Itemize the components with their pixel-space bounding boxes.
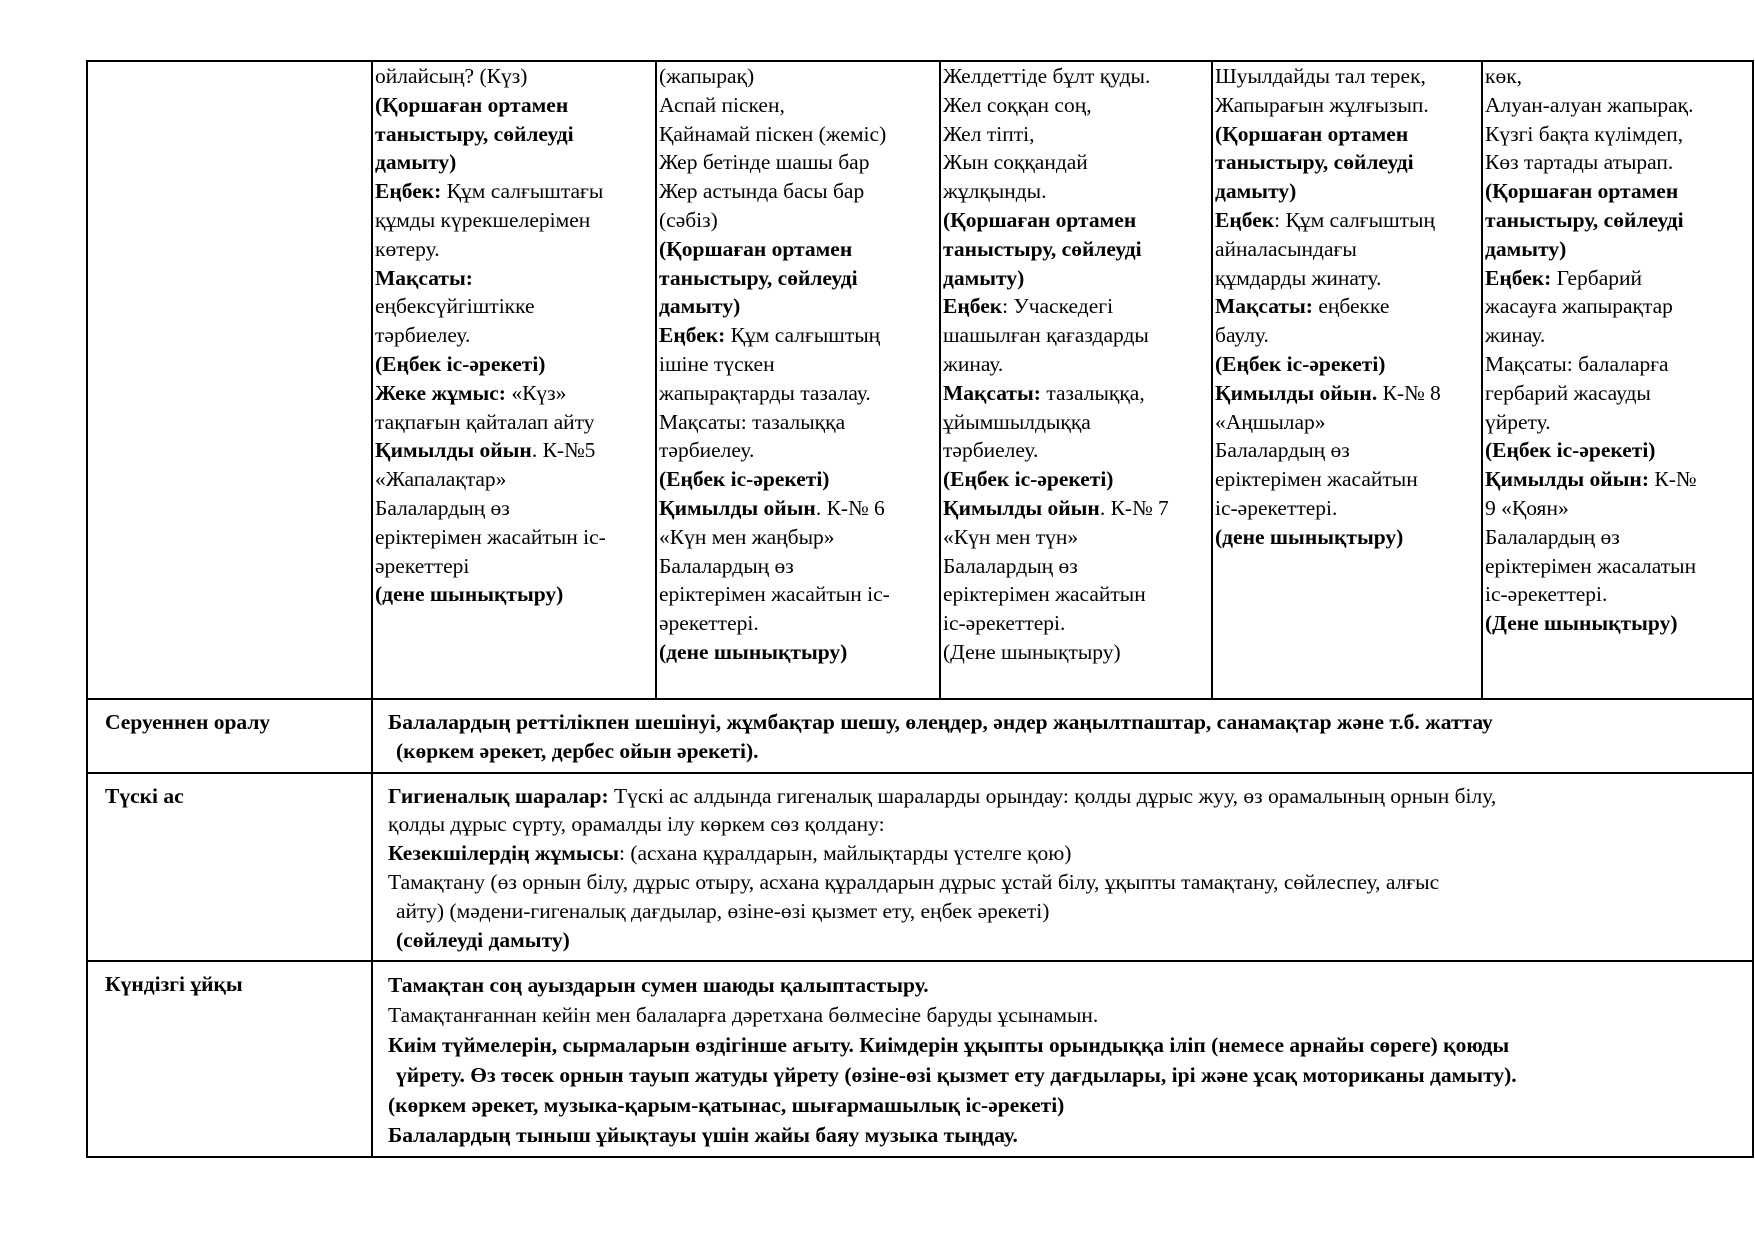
- line-text: жинау.: [943, 351, 1004, 376]
- day-cell-line: [657, 148, 939, 177]
- line-text: Жер астында басы бар: [659, 179, 865, 204]
- line-text: Көз тартады атырап.: [1485, 150, 1674, 175]
- day-cell-line: [1213, 436, 1481, 465]
- day-cell-line: [1483, 235, 1752, 264]
- day-cell-line: [941, 638, 1211, 667]
- line-text: К-№: [1648, 467, 1697, 492]
- lunch-line-3: [388, 839, 1752, 868]
- day-cell-line: [941, 494, 1211, 523]
- day-cell-line: [1483, 580, 1752, 609]
- line-text: таныстыру, сөйлеуді: [375, 121, 574, 146]
- line-text: жинау.: [1485, 323, 1546, 348]
- line-text: таныстыру, сөйлеуді: [1485, 207, 1684, 232]
- day-cell-line: [373, 408, 655, 437]
- line-bold-prefix: Еңбек:: [1485, 265, 1552, 290]
- day-cell-line: [941, 465, 1211, 494]
- day-cell-line: [941, 120, 1211, 149]
- day-cell-line: [1483, 148, 1752, 177]
- day-cell-line: [657, 91, 939, 120]
- day-cell-line: [373, 292, 655, 321]
- day-cell-line: [941, 62, 1211, 91]
- line-text: таныстыру, сөйлеуді: [943, 236, 1142, 261]
- day-cell-line: [1483, 436, 1752, 465]
- line-text: Алуан-алуан жапырақ.: [1485, 92, 1694, 117]
- day-cell-line: [941, 177, 1211, 206]
- day-cell-line: [1483, 408, 1752, 437]
- return-content: [372, 699, 1753, 773]
- line-text: іс-әрекеттері.: [1485, 582, 1608, 607]
- sleep-line-2: Тамақтанғаннан кейін мен балаларға дәретхана бөлмесіне баруды ұсынамын.: [388, 1003, 1099, 1028]
- line-text: «Күн мен жаңбыр»: [659, 524, 835, 549]
- day-cell-line: [373, 580, 655, 609]
- day-cell-line: [1483, 91, 1752, 120]
- line-text: 9 «Қоян»: [1485, 495, 1569, 520]
- line-text: гербарий жасауды: [1485, 380, 1651, 405]
- line-text: Желдеттіде бұлт қуды.: [943, 64, 1151, 88]
- line-bold-prefix: Мақсаты:: [943, 380, 1041, 405]
- day-cell-line: [373, 120, 655, 149]
- day-cell-line: [1483, 609, 1752, 638]
- line-text: еңбекке: [1312, 294, 1390, 319]
- day-cell-line: [373, 235, 655, 264]
- day-cell-line: [1213, 350, 1481, 379]
- day-cell-line: [1213, 62, 1481, 91]
- day-cell-line: [1213, 206, 1481, 235]
- day-cell-line: [941, 580, 1211, 609]
- day-cell-line: [941, 350, 1211, 379]
- day-cell-line: [373, 264, 655, 293]
- line-text: (Дене шынықтыру): [1485, 611, 1678, 636]
- line-text: еріктерімен жасайтын іс-: [659, 582, 890, 607]
- line-text: (Еңбек іс-әрекеті): [659, 467, 830, 492]
- day-cell-1: [372, 61, 656, 699]
- day-cell-line: [941, 321, 1211, 350]
- line-text: Мақсаты:: [375, 265, 473, 290]
- day-cell-line: [657, 321, 939, 350]
- line-text: . К-№ 6: [815, 495, 885, 520]
- line-text: жапырақтарды тазалау.: [659, 380, 871, 405]
- sleep-line-5: (көркем әрекет, музыка-қарым-қатынас, шығармашылық іс-әрекеті): [388, 1093, 1065, 1118]
- line-text: «Жапалақтар»: [375, 467, 507, 492]
- line-bold-prefix: Еңбек: [943, 294, 1003, 319]
- line-text: (Қоршаған ортамен: [375, 92, 569, 117]
- day-cell-line: [657, 350, 939, 379]
- day-cell-line: [1213, 120, 1481, 149]
- day-cell-line: [373, 436, 655, 465]
- lunch-line-6: (сөйлеуді дамыту): [396, 927, 570, 952]
- day-cell-line: [657, 552, 939, 581]
- return-line-2: (көркем әрекет, дербес ойын әрекеті).: [396, 738, 759, 763]
- line-text: құмдарды жинату.: [1215, 265, 1382, 290]
- day-cell-line: [373, 91, 655, 120]
- day-cell-line: [1213, 235, 1481, 264]
- line-text: Құм салғыштағы: [441, 179, 604, 204]
- day-cell-line: [657, 235, 939, 264]
- sleep-line-1: Тамақтан соң ауыздарын сумен шаюды қалыптастыру.: [388, 973, 929, 998]
- line-text: (Қоршаған ортамен: [943, 207, 1137, 232]
- line-text: Балалардың өз: [375, 495, 510, 520]
- line-text: таныстыру, сөйлеуді: [1215, 150, 1414, 175]
- line-text: : Учаскедегі: [1002, 294, 1114, 319]
- line-text: еріктерімен жасалатын: [1485, 553, 1697, 578]
- line-text: дамыту): [659, 294, 741, 319]
- line-text: тәрбиелеу.: [943, 438, 1039, 463]
- day-cell-line: [373, 62, 655, 91]
- line-text: еңбексүйгіштікке: [375, 294, 535, 319]
- day-cell-line: [657, 206, 939, 235]
- day-cell-line: [373, 148, 655, 177]
- line-text: (Еңбек іс-әрекеті): [1215, 351, 1386, 376]
- day-cell-2: [656, 61, 940, 699]
- line-bold-prefix: Қимылды ойын.: [1215, 380, 1378, 405]
- line-text: еріктерімен жасайтын іс-: [375, 524, 606, 549]
- line-text: Жер бетінде шашы бар: [659, 150, 870, 175]
- line-text: (Қоршаған ортамен: [1485, 179, 1679, 204]
- day-cell-line: [373, 465, 655, 494]
- line-text: Мақсаты: балаларға: [1485, 351, 1669, 376]
- day-cell-line: [373, 494, 655, 523]
- lunch-content: [372, 773, 1753, 962]
- day-cell-line: [941, 379, 1211, 408]
- line-text: Балалардың өз: [943, 553, 1078, 578]
- day-cell-line: [373, 350, 655, 379]
- line-bold-prefix: Еңбек:: [375, 179, 442, 204]
- day-cell-line: [657, 264, 939, 293]
- day-cell-line: [373, 177, 655, 206]
- line-text: Шуылдайды тал терек,: [1215, 64, 1426, 88]
- day-cell-line: [941, 91, 1211, 120]
- sleep-line-6: Балалардың тыныш ұйықтауы үшін жайы баяу музыка тыңдау.: [388, 1123, 1018, 1148]
- lunch-line-5: айту) (мәдени-гигеналық дағдылар, өзіне-өзі қызмет ету, еңбек әрекеті): [396, 898, 1050, 923]
- schedule-sheet: [86, 60, 1740, 1158]
- day-cell-line: [373, 552, 655, 581]
- row-label-sleep: Күндізгі ұйқы: [87, 961, 372, 1157]
- line-text: Аспай піскен,: [659, 92, 785, 117]
- line-text: (Еңбек іс-әрекеті): [1485, 438, 1656, 463]
- day-cell-line: [1213, 465, 1481, 494]
- row-label-return: Серуеннен оралу: [87, 699, 372, 773]
- line-text: (дене шынықтыру): [659, 639, 848, 664]
- line-bold-prefix: Мақсаты:: [1215, 294, 1313, 319]
- day-cell-line: [1483, 62, 1752, 91]
- line-text: айналасындағы: [1215, 236, 1357, 261]
- return-line-1: Балалардың реттілікпен шешінуі, жұмбақтар шешу, өлеңдер, әндер жаңылтпаштар, санамақтар және т.б. жаттау: [388, 710, 1493, 734]
- line-bold-prefix: Қимылды ойын: [375, 438, 532, 463]
- line-text: Жын соққандай: [943, 150, 1088, 175]
- line-text: (Қоршаған ортамен: [1215, 121, 1409, 146]
- line-text: Балалардың өз: [659, 553, 794, 578]
- lunch-line-1: [388, 782, 1752, 811]
- day-cell-line: [373, 523, 655, 552]
- line-text: ішіне түскен: [659, 351, 775, 376]
- line-bold-prefix: Еңбек: [1215, 207, 1275, 232]
- day-cell-line: [657, 292, 939, 321]
- line-text: Балалардың өз: [1485, 524, 1620, 549]
- day-cell-line: [1483, 379, 1752, 408]
- lunch-row: [87, 773, 1753, 962]
- walk-activities-row: [87, 61, 1753, 699]
- line-text: тәрбиелеу.: [659, 438, 755, 463]
- line-text: тазалыққа,: [1040, 380, 1145, 405]
- line-text: (Дене шынықтыру): [943, 639, 1121, 664]
- line-text: әрекеттері.: [659, 611, 759, 636]
- day-cell-line: [1213, 379, 1481, 408]
- day-cell-line: [1213, 321, 1481, 350]
- line-text: Жел тіпті,: [943, 121, 1035, 146]
- day-cell-line: [1213, 148, 1481, 177]
- day-cell-line: [1483, 120, 1752, 149]
- line-text: (Еңбек іс-әрекеті): [943, 467, 1114, 492]
- line-text: Құм салғыштың: [725, 323, 881, 348]
- line-bold-prefix: Жеке жұмыс:: [375, 380, 506, 405]
- day-cell-line: [373, 206, 655, 235]
- day-cell-line: [657, 523, 939, 552]
- day-cell-line: [1213, 177, 1481, 206]
- line-text: жұлқынды.: [943, 179, 1047, 204]
- line-text: «Күз»: [505, 380, 567, 405]
- day-cell-line: [941, 148, 1211, 177]
- day-cell-line: [657, 379, 939, 408]
- line-text: еріктерімен жасайтын: [1215, 467, 1418, 492]
- day-cell-line: [657, 436, 939, 465]
- lunch-line-4: Тамақтану (өз орнын білу, дұрыс отыру, асхана құралдарын дұрыс ұстай білу, ұқыпты тамақтану, сөйлеспеу, алғыс: [388, 869, 1440, 894]
- line-text: (Еңбек іс-әрекеті): [375, 351, 546, 376]
- day-cell-line: [373, 321, 655, 350]
- day-cell-line: [657, 638, 939, 667]
- day-cell-line: [657, 465, 939, 494]
- line-text: үйрету.: [1485, 409, 1551, 434]
- day-cell-line: [657, 408, 939, 437]
- sleep-content: [372, 961, 1753, 1157]
- line-text: Жапырағын жұлғызып.: [1215, 92, 1429, 117]
- day-cell-line: [1483, 177, 1752, 206]
- line-text: . К-№ 7: [1099, 495, 1169, 520]
- return-from-walk-row: [87, 699, 1753, 773]
- hygiene-label: Гигиеналық шаралар:: [388, 783, 609, 808]
- day-cell-line: [1483, 206, 1752, 235]
- day-cell-line: [1213, 494, 1481, 523]
- day-cell-line: [1483, 264, 1752, 293]
- line-text: «Аңшылар»: [1215, 409, 1326, 434]
- hygiene-text: Түскі ас алдында гигеналық шараларды орындау: қолды дұрыс жуу, өз орамалының орнын білу,: [608, 783, 1497, 808]
- line-text: (сәбіз): [659, 207, 718, 232]
- line-text: баулу.: [1215, 323, 1269, 348]
- day-cell-line: [941, 206, 1211, 235]
- day-cell-line: [941, 292, 1211, 321]
- day-cell-line: [1483, 494, 1752, 523]
- line-text: Қайнамай піскен (жеміс): [659, 121, 887, 146]
- day-cell-line: [1483, 350, 1752, 379]
- sleep-line-4: үйрету. Өз төсек орнын тауып жатуды үйрету (өзіне-өзі қызмет ету дағдылары, ірі және ұсақ моториканы дамыту).: [396, 1063, 1517, 1088]
- duty-label: Кезекшілердің жұмысы: [388, 841, 619, 866]
- line-text: таныстыру, сөйлеуді: [659, 265, 858, 290]
- row-label-lunch: Түскі ас: [87, 773, 372, 962]
- day-cell-line: [941, 264, 1211, 293]
- line-text: әрекеттері: [375, 553, 470, 578]
- line-text: іс-әрекеттері.: [943, 611, 1066, 636]
- line-text: ойлайсың? (Күз): [375, 64, 528, 88]
- duty-text: : (асхана құралдарын, майлықтарды үстелге қою): [619, 841, 1072, 866]
- day-cell-line: [1483, 523, 1752, 552]
- day-cell-line: [1213, 408, 1481, 437]
- line-text: . К-№5: [531, 438, 596, 463]
- day-cell-line: [1483, 552, 1752, 581]
- sleep-line-3: Киім түймелерін, сырмаларын өздігінше ағыту. Киімдерін ұқыпты орындыққа іліп (немесе арнайы сөреге) қоюды: [388, 1033, 1510, 1058]
- line-text: көк,: [1485, 64, 1523, 88]
- row-label-empty: [87, 61, 372, 699]
- line-text: дамыту): [1215, 179, 1297, 204]
- day-cell-line: [941, 552, 1211, 581]
- day-cell-line: [941, 436, 1211, 465]
- day-cell-line: [1483, 465, 1752, 494]
- line-text: Гербарий: [1551, 265, 1642, 290]
- line-text: Мақсаты: тазалыққа: [659, 409, 846, 434]
- day-cell-line: [657, 62, 939, 91]
- line-text: Жел соққан соң,: [943, 92, 1092, 117]
- line-text: : Құм салғыштың: [1274, 207, 1435, 232]
- line-text: «Күн мен түн»: [943, 524, 1079, 549]
- day-cell-line: [941, 235, 1211, 264]
- day-cell-3: [940, 61, 1212, 699]
- line-text: (Қоршаған ортамен: [659, 236, 853, 261]
- day-cell-4: [1212, 61, 1482, 699]
- line-text: құмды күрекшелерімен: [375, 207, 591, 232]
- line-text: шашылған қағаздарды: [943, 323, 1149, 348]
- line-text: (жапырақ): [659, 64, 755, 88]
- day-cell-line: [941, 609, 1211, 638]
- line-text: іс-әрекеттері.: [1215, 495, 1338, 520]
- day-cell-line: [657, 580, 939, 609]
- line-text: К-№ 8: [1377, 380, 1441, 405]
- line-text: Күзгі бақта күлімдеп,: [1485, 121, 1684, 146]
- daytime-sleep-row: [87, 961, 1753, 1157]
- line-text: тәрбиелеу.: [375, 323, 471, 348]
- line-text: жасауға жапырақтар: [1485, 294, 1673, 319]
- line-bold-prefix: Қимылды ойын: [659, 495, 816, 520]
- line-text: (дене шынықтыру): [375, 582, 564, 607]
- line-text: дамыту): [943, 265, 1025, 290]
- day-cell-line: [1213, 292, 1481, 321]
- day-cell-line: [657, 609, 939, 638]
- day-cell-line: [657, 177, 939, 206]
- line-bold-prefix: Еңбек:: [659, 323, 726, 348]
- line-text: ұйымшылдыққа: [943, 409, 1091, 434]
- line-bold-prefix: Қимылды ойын:: [1485, 467, 1649, 492]
- day-cell-line: [1483, 292, 1752, 321]
- line-text: Балалардың өз: [1215, 438, 1350, 463]
- line-text: тақпағын қайталап айту: [375, 409, 595, 434]
- line-text: дамыту): [1485, 236, 1567, 261]
- day-cell-line: [941, 408, 1211, 437]
- line-text: еріктерімен жасайтын: [943, 582, 1146, 607]
- line-text: көтеру.: [375, 236, 440, 261]
- line-text: дамыту): [375, 150, 457, 175]
- day-cell-line: [1483, 321, 1752, 350]
- lunch-line-2: қолды дұрыс сүрту, орамалды ілу көркем сөз қолдану:: [388, 812, 885, 837]
- schedule-table: [86, 60, 1754, 1158]
- day-cell-5: [1482, 61, 1753, 699]
- day-cell-line: [373, 379, 655, 408]
- day-cell-line: [657, 494, 939, 523]
- line-bold-prefix: Қимылды ойын: [943, 495, 1100, 520]
- day-cell-line: [1213, 91, 1481, 120]
- day-cell-line: [1213, 523, 1481, 552]
- day-cell-line: [657, 120, 939, 149]
- line-text: (дене шынықтыру): [1215, 524, 1404, 549]
- day-cell-line: [1213, 264, 1481, 293]
- day-cell-line: [941, 523, 1211, 552]
